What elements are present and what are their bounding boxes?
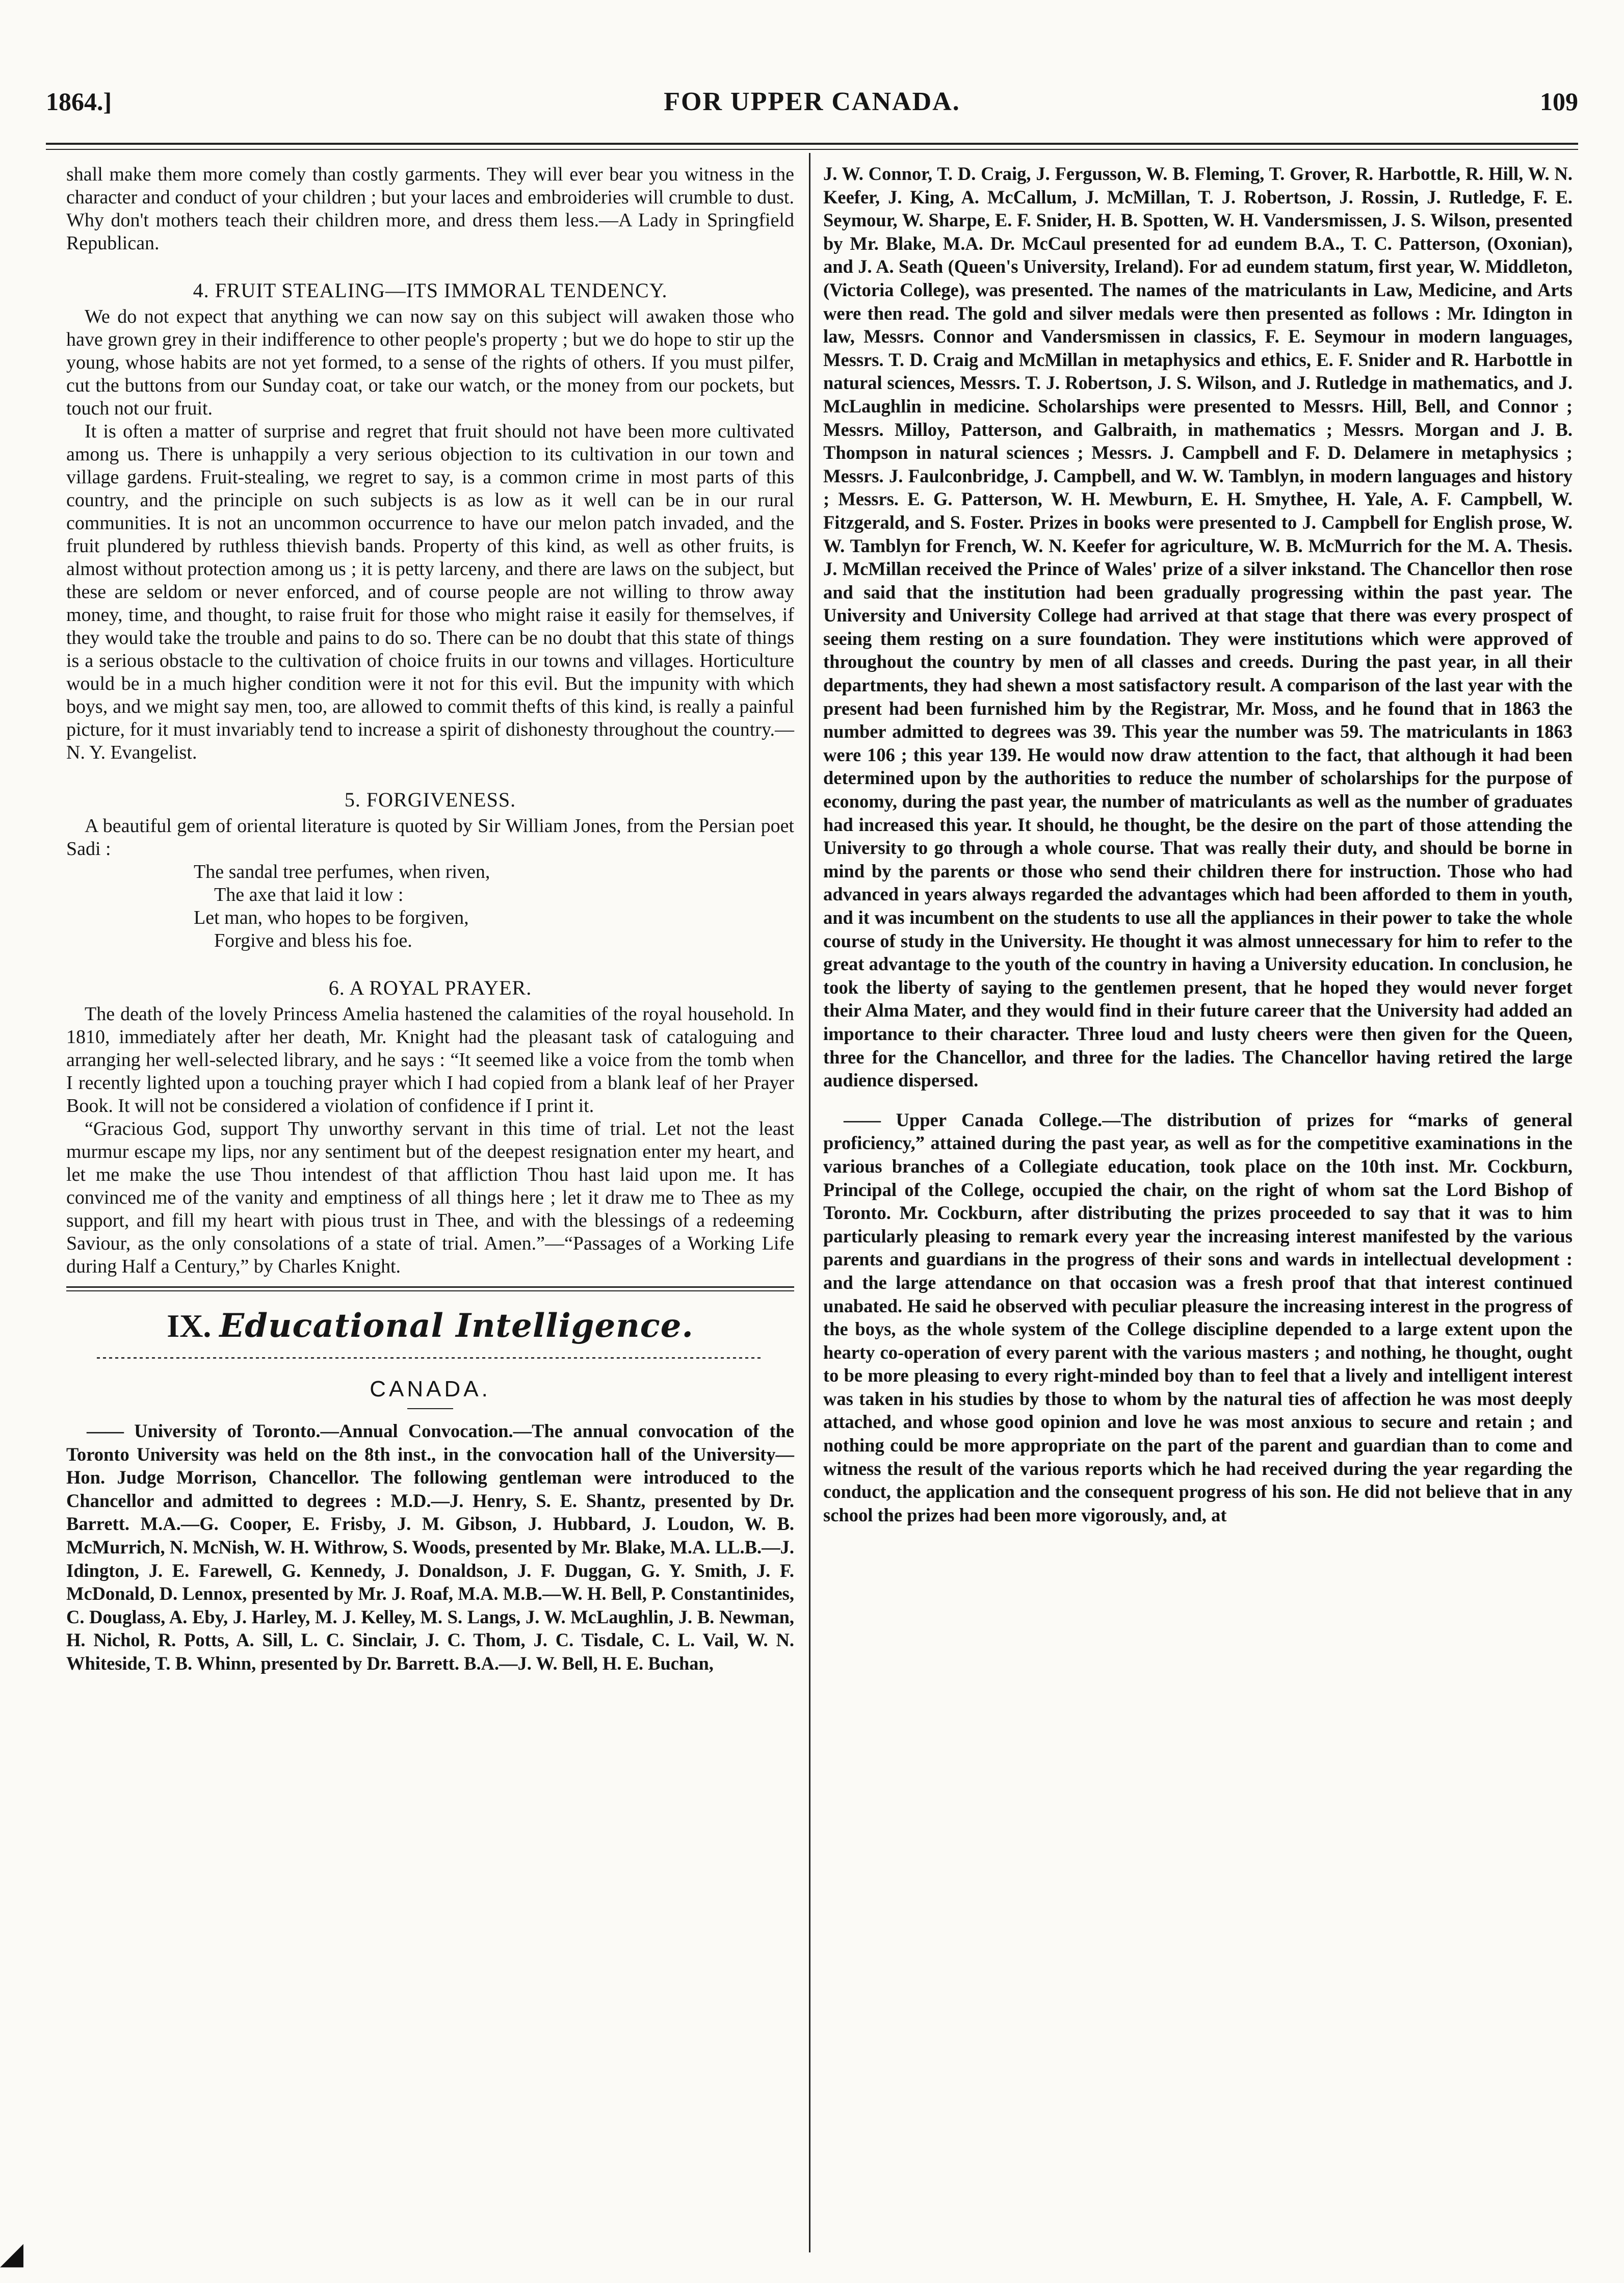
right-column xyxy=(823,162,1573,1526)
poem-line: The axe that laid it low : xyxy=(214,884,404,905)
toronto-convocation-paragraph: —— University of Toronto.—Annual Convocation.—The annual convocation of the Toronto University was held on the 8th inst., in the convocation hall of the University—Hon. Judge Morrison, Chancellor. The following gentleman were introduced to the Chancellor and admitted to degrees : M.D.—J. Henry, S. E. Shantz, presented by Dr. Barrett. M.A.—G. Cooper, E. Frisby, J. M. Gibson, J. Hubbard, J. Loudon, W. B. McMurrich, N. McNish, W. H. Withrow, S. Woods, presented by Mr. Blake, M.A. LL.B.—J. Idington, J. E. Farewell, G. Kennedy, J. Donaldson, J. F. Duggan, G. Y. Smith, J. F. McDonald, D. Lennox, presented by Mr. J. Roaf, M.A. M.B.—W. H. Bell, P. Constantinides, C. Douglass, A. Eby, J. Harley, M. J. Kelley, M. S. Langs, J. W. McLaughlin, J. B. Newman, H. Nichol, R. Potts, A. Sill, L. C. Sinclair, J. C. Thom, J. C. Tisdale, C. L. Vail, W. N. Whiteside, T. B. Whinn, presented by Dr. Barrett. B.A.—J. W. Bell, H. E. Buchan, xyxy=(66,1420,794,1674)
column-divider xyxy=(809,153,810,2252)
section-number: IX. xyxy=(167,1308,212,1344)
poem-line: Let man, who hopes to be forgiven, xyxy=(194,907,469,928)
header-page-number: 109 xyxy=(1540,87,1578,116)
header-rule-thin xyxy=(46,149,1578,150)
ornamental-rule xyxy=(97,1355,764,1361)
section-title-text: Educational Intelligence. xyxy=(219,1307,694,1345)
paragraph-gap xyxy=(823,1092,1573,1108)
prayer-paragraph-1: The death of the lovely Princess Amelia hastened the calamities of the royal household. In 1810, immediately after her death, Mr. Knight had the pleasant task of cataloguing and arranging her well-selected library, and he says : “It seemed like a voice from the tomb when I recently lighted upon a touching prayer which I had copied from a blank leaf of her Prayer Book. It will not be considered a violation of confidence if I print it. xyxy=(66,1003,794,1117)
prayer-paragraph-2: “Gracious God, support Thy unworthy servant in this time of trial. Let not the least murmur escape my lips, nor any sentiment but of the deepest resignation enter my heart, and let me make the use Thou intendest of that affliction Thou hast laid upon me. It has convinced me of the vanity and emptiness of all things here ; let it draw me to Thee as my support, and fill my heart with pious trust in Thee, and with the blessings of a redeeming Saviour, as the only consolations of a state of trial. Amen.”—“Passages of a Working Life during Half a Century,” by Charles Knight. xyxy=(66,1118,794,1277)
fruit-heading: 4. FRUIT STEALING—ITS IMMORAL TENDENCY. xyxy=(193,279,668,302)
left-column xyxy=(66,163,794,1675)
intro-paragraph: shall make them more comely than costly garments. They will ever bear you witness in the character and conduct of your children ; but your laces and embroideries will crumble to dust. Why don't mothers teach their children more, and dress them less.—A Lady in Springfield Republican. xyxy=(66,164,794,254)
poem-line: The sandal tree perfumes, when riven, xyxy=(194,861,490,883)
prayer-heading: 6. A ROYAL PRAYER. xyxy=(328,976,532,999)
canada-subheading: CANADA. xyxy=(370,1377,491,1402)
section-title xyxy=(66,1307,794,1345)
convocation-continued-paragraph: J. W. Connor, T. D. Craig, J. Fergusson, W. B. Fleming, T. Grover, R. Harbottle, R. Hill, W. N. Keefer, J. King, A. McCallum, J. McMillan, T. J. Robertson, J. Rossin, J. Rutledge, F. E. Seymour, W. Sharpe, E. F. Snider, H. B. Spotten, W. H. Vandersmissen, J. S. Wilson, presented by Mr. Blake, M.A. Dr. McCaul presented for ad eundem B.A., T. C. Patterson, (Oxonian), and J. A. Seath (Queen's University, Ireland). For ad eundem statum, first year, W. Middleton, (Victoria College), was presented. The names of the matriculants in Law, Medicine, and Arts were then read. The gold and silver medals were then presented as follows : Mr. Idington in law, Messrs. Connor and Vandersmissen in classics, F. E. Seymour in modern languages, Messrs. T. D. Craig and McMillan in metaphysics and ethics, E. F. Snider and R. Harbottle in natural sciences, Messrs. T. J. Robertson, J. S. Wilson, and J. Rutledge in mathematics, and J. McLaughlin in medicine. Scholarships were presented to Messrs. Hill, Bell, and Connor ; Messrs. Milloy, Patterson, and Galbraith, in mathematics ; Messrs. Morgan and J. B. Thompson in natural sciences ; Messrs. J. Campbell and F. D. Delamere in metaphysics ; Messrs. J. Faulconbridge, J. Campbell, and W. W. Tamblyn, in modern languages and history ; Messrs. E. G. Patterson, W. H. Mewburn, E. H. Smythee, H. Yale, A. F. Campbell, W. Fitzgerald, and S. Foster. Prizes in books were presented to J. Campbell for English prose, W. W. Tamblyn for French, W. N. Keefer for agriculture, W. B. McMurrich for the M. A. Thesis. J. McMillan received the Prince of Wales' prize of a silver inkstand. The Chancellor then rose and said that the institution had been gradually progressing within the past year. The University and University College had arrived at that stage that there was every prospect of seeing them resting on a sure foundation. They were institutions which were approved of throughout the country by men of all classes and creeds. During the past year, in all their departments, they had shewn a most satisfactory result. A comparison of the last year with the present had been furnished him by the Registrar, Mr. Moss, and he found that in 1863 the number admitted to degrees was 39. This year the number was 59. The matriculants in 1863 were 106 ; this year 139. He would now draw attention to the fact, that although it had been determined upon by the authorities to reduce the number of scholarships for the purpose of economy, during the past year, the number of matriculants as well as the number of graduates had increased this year. It should, he thought, be the desire on the part of those attending the University to go through a whole course. That was really their duty, and should be borne in mind by the parents or those who send their children there for instruction. Those who had advanced in years always regarded the advantages which had been afforded to them in youth, and it was incumbent on the students to use all the appliances in their power to take the whole course of study in the University. He thought it was almost unnecessary for him to refer to the great advantage to the youth of the country in having a University education. In conclusion, he took the liberty of saying to the gentlemen present, that he hoped they would never forget their Alma Mater, and they would find in their future career that the University had added an importance to their character. Three loud and lusty cheers were then given for the Queen, three for the Chancellor, and three for the ladies. The Chancellor having retired the large audience dispersed. xyxy=(823,163,1573,1091)
fruit-paragraph-2: It is often a matter of surprise and regret that fruit should not have been more cultivated among us. There is unhappily a very serious objection to its cultivation in our town and village gardens. Fruit-stealing, we regret to say, is a common crime in most parts of this country, and the principle on such subjects is as low as it well can be in our rural communities. It is not an uncommon occurrence to have our melon patch invaded, and the fruit plundered by ruthless thievish bands. Property of this kind, as well as other fruits, is almost without protection among us ; it is petty larceny, and there are laws on the subject, but these are seldom or never enforced, and of course people are not willing to throw away money, time, and thought, to raise fruit for those who might raise it easily for themselves, if they would take the trouble and pains to do so. There can be no doubt that this state of things is a serious obstacle to the cultivation of choice fruits in our towns and villages. Horticulture would be in a much higher condition were it not for this evil. But the impunity with which boys, and we might say men, too, are allowed to commit thefts of this kind, is really a painful picture, for it must invariably tend to increase a spirit of dishonesty throughout the country.—N. Y. Evangelist. xyxy=(66,421,794,763)
section-rule-thin xyxy=(66,1290,794,1291)
subheading-rule xyxy=(407,1408,453,1409)
header-date: 1864.] xyxy=(46,87,112,116)
forgiveness-heading: 5. FORGIVENESS. xyxy=(344,788,516,811)
upper-canada-college-paragraph: —— Upper Canada College.—The distribution of prizes for “marks of general proficiency,” attained during the past year, as well as for the competitive examinations in the various branches of a Collegiate education, took place on the 10th inst. Mr. Cockburn, Principal of the College, occupied the chair, on the right of whom sat the Lord Bishop of Toronto. Mr. Cockburn, after distributing the prizes proceeded to say that it was to him particularly pleasing to remark every year the increasing interest manifested by the various parents and guardians in the progress of their sons and wards in intellectual development : and the large attendance on that occasion was a fresh proof that that interest continued unabated. He said he observed with peculiar pleasure the increasing interest in the progress of the boys, as the whole system of the College discipline depended to a large extent upon the hearty co-operation of every parent with the various masters ; and nothing, he thought, ought to be more pleasing to every right-minded boy than to feel that a lively and intelligent interest was taken in his studies by those to whom by the natural ties of affection he was most deeply attached, and whose good opinion and love he was most anxious to secure and retain ; and nothing could be more appropriate on the part of the parent and guardian than to come and witness the result of the various reports which he had received during the year regarding the conduct, the application and the consequent progress of his son. He did not believe that in any school the prizes had been more vigorously, and, at xyxy=(823,1109,1573,1525)
fruit-paragraph-1: We do not expect that anything we can now say on this subject will awaken those who have grown grey in their indifference to other people's property ; but we do hope to stir up the young, whose habits are not yet formed, to a sense of the rights of others. If you must pilfer, cut the buttons from our Sunday coat, or take our watch, or the money from our pockets, but touch not our fruit. xyxy=(66,306,794,419)
section-rule xyxy=(66,1286,794,1288)
margin-mark-icon: ◢ xyxy=(0,2237,24,2270)
poem-line: Forgive and bless his foe. xyxy=(214,930,412,951)
header-title: FOR UPPER CANADA. xyxy=(664,87,960,116)
header-rule xyxy=(46,143,1578,145)
forgiveness-paragraph: A beautiful gem of oriental literature is quoted by Sir William Jones, from the Persian poet Sadi : xyxy=(66,815,794,860)
page-header xyxy=(46,82,1578,127)
